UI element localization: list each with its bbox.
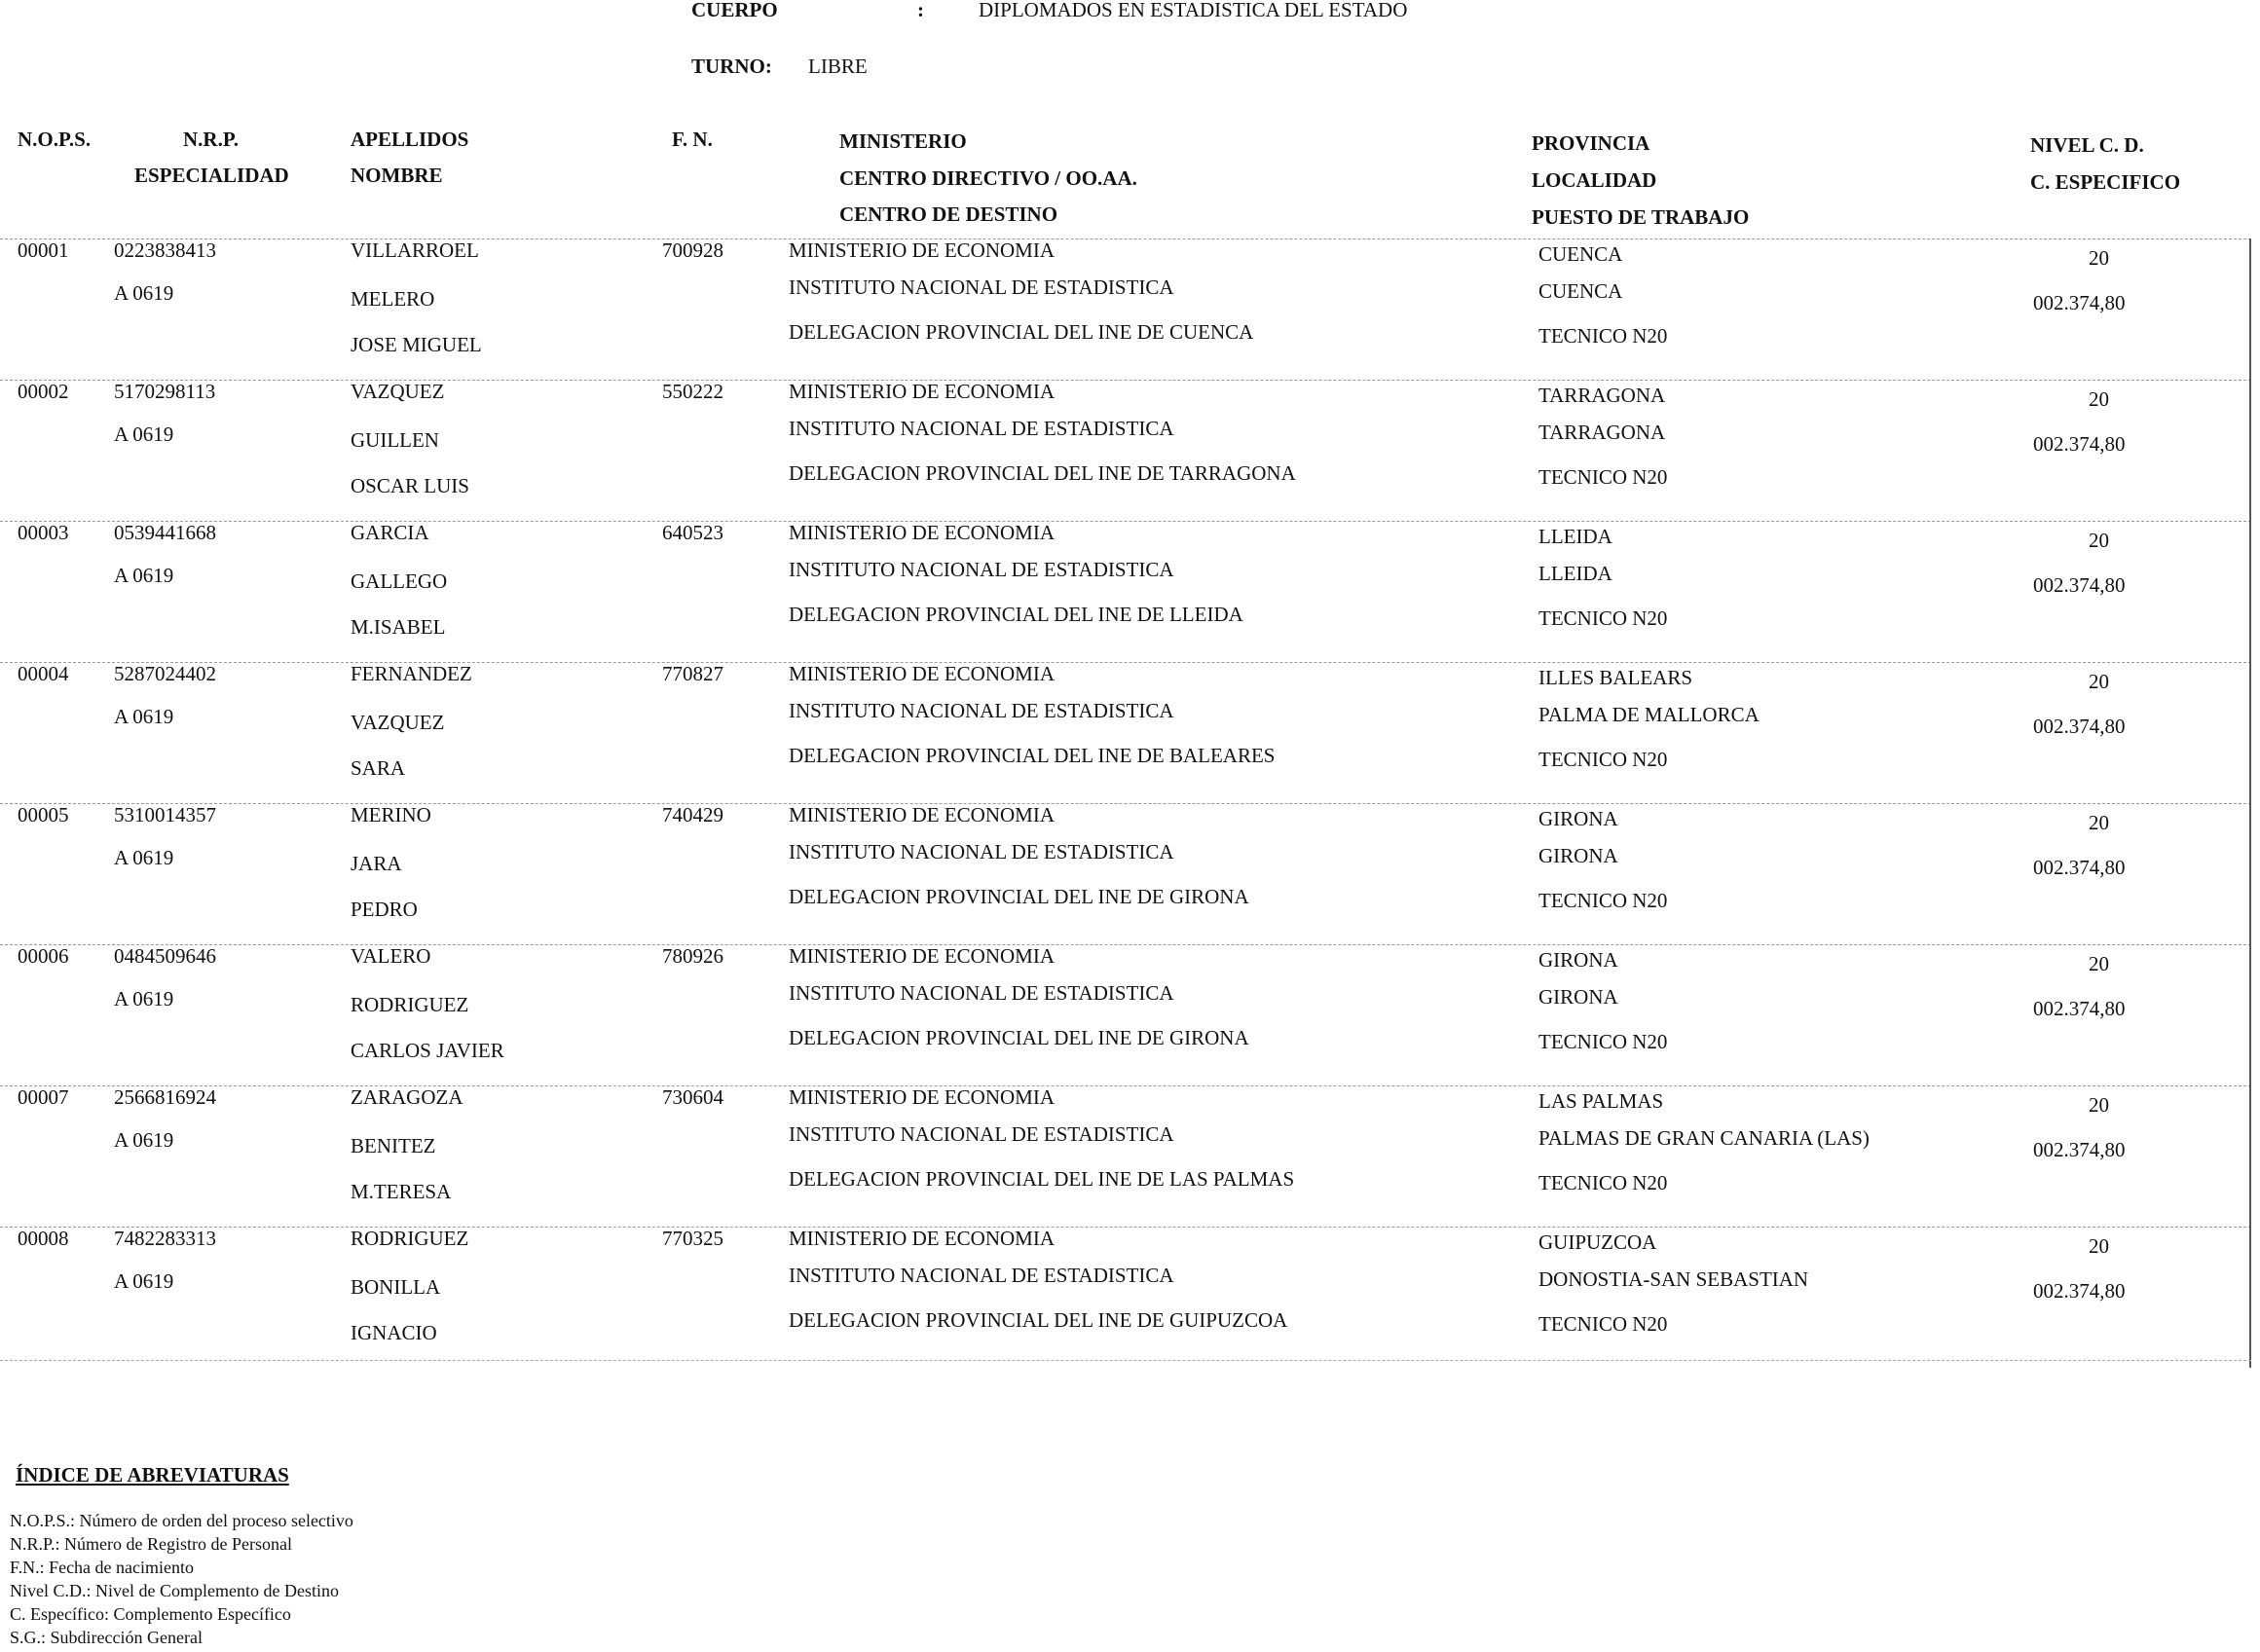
record-nivel: 20: [2089, 1234, 2109, 1258]
record-fn: 700928: [662, 239, 723, 262]
record-nivel: 20: [2089, 952, 2109, 975]
col-header-localidad: LOCALIDAD: [1532, 168, 1657, 192]
record-nivel: 20: [2089, 670, 2109, 693]
record-nrp: 7482283313: [114, 1227, 216, 1250]
cuerpo-separator: :: [917, 0, 924, 21]
record-especialidad: A 0619: [114, 281, 174, 305]
record-especifico: 002.374,80: [2033, 997, 2126, 1020]
record-nombre: CARLOS JAVIER: [351, 1039, 504, 1062]
row-separator: [0, 662, 2251, 663]
col-header-especifico: C. ESPECIFICO: [2030, 170, 2181, 194]
col-header-nivel: NIVEL C. D.: [2030, 133, 2144, 157]
record-nrp: 0484509646: [114, 944, 216, 968]
record-apellido-2: MELERO: [351, 287, 435, 311]
records-table: [0, 239, 2260, 1368]
record-nivel: 20: [2089, 811, 2109, 834]
record-centro-destino: DELEGACION PROVINCIAL DEL INE DE TARRAGONA: [789, 461, 1296, 485]
col-header-apellidos: APELLIDOS: [351, 128, 469, 151]
record-nrp: 0539441668: [114, 521, 216, 544]
record-centro-destino: DELEGACION PROVINCIAL DEL INE DE GUIPUZCOA: [789, 1308, 1288, 1332]
cuerpo-value: DIPLOMADOS EN ESTADISTICA DEL ESTADO: [979, 0, 1408, 21]
record-ministerio: MINISTERIO DE ECONOMIA: [789, 1227, 1055, 1250]
record-apellido-2: GUILLEN: [351, 428, 439, 452]
record-row: [0, 662, 2260, 803]
abbreviations-title: ÍNDICE DE ABREVIATURAS: [16, 1463, 289, 1487]
record-nrp: 5170298113: [114, 380, 216, 403]
record-localidad: TARRAGONA: [1538, 421, 1666, 444]
record-centro-destino: DELEGACION PROVINCIAL DEL INE DE LAS PALMAS: [789, 1167, 1295, 1191]
table-end-line: [0, 1360, 2251, 1361]
col-header-centro-directivo: CENTRO DIRECTIVO / OO.AA.: [839, 166, 1137, 190]
record-puesto: TECNICO N20: [1538, 324, 1668, 348]
record-centro-directivo: INSTITUTO NACIONAL DE ESTADISTICA: [789, 275, 1174, 299]
record-apellido-1: GARCIA: [351, 521, 429, 544]
col-header-nombre: NOMBRE: [351, 164, 443, 187]
record-fn: 780926: [662, 944, 723, 968]
record-nops: 00008: [18, 1227, 69, 1250]
record-nombre: SARA: [351, 756, 406, 780]
row-separator: [0, 1085, 2251, 1086]
record-nrp: 0223838413: [114, 239, 216, 262]
record-centro-directivo: INSTITUTO NACIONAL DE ESTADISTICA: [789, 558, 1174, 581]
record-nrp: 5310014357: [114, 803, 216, 826]
col-header-especialidad: ESPECIALIDAD: [134, 164, 289, 187]
abbreviation-nops: N.O.P.S.: Número de orden del proceso selectivo: [10, 1511, 353, 1530]
record-ministerio: MINISTERIO DE ECONOMIA: [789, 521, 1055, 544]
record-centro-directivo: INSTITUTO NACIONAL DE ESTADISTICA: [789, 840, 1174, 863]
record-especialidad: A 0619: [114, 1269, 174, 1293]
record-nivel: 20: [2089, 529, 2109, 552]
record-row: [0, 239, 2260, 380]
record-especifico: 002.374,80: [2033, 1138, 2126, 1161]
abbreviation-nivel-cd: Nivel C.D.: Nivel de Complemento de Destino: [10, 1581, 339, 1600]
record-row: [0, 1085, 2260, 1227]
record-centro-directivo: INSTITUTO NACIONAL DE ESTADISTICA: [789, 1122, 1174, 1146]
record-especifico: 002.374,80: [2033, 715, 2126, 738]
record-nombre: M.ISABEL: [351, 615, 446, 639]
record-centro-destino: DELEGACION PROVINCIAL DEL INE DE CUENCA: [789, 320, 1254, 344]
record-nombre: PEDRO: [351, 898, 418, 921]
record-apellido-2: JARA: [351, 852, 402, 875]
abbreviation-fn: F.N.: Fecha de nacimiento: [10, 1558, 195, 1577]
record-row: [0, 803, 2260, 944]
record-nops: 00002: [18, 380, 69, 403]
record-apellido-1: VAZQUEZ: [351, 380, 445, 403]
record-row: [0, 521, 2260, 662]
record-provincia: CUENCA: [1538, 242, 1623, 266]
record-localidad: PALMA DE MALLORCA: [1538, 703, 1760, 726]
abbreviation-sg: S.G.: Subdirección General: [10, 1628, 203, 1647]
record-nivel: 20: [2089, 1093, 2109, 1117]
record-provincia: TARRAGONA: [1538, 384, 1666, 407]
record-especifico: 002.374,80: [2033, 573, 2126, 597]
row-separator: [0, 380, 2251, 381]
record-ministerio: MINISTERIO DE ECONOMIA: [789, 803, 1055, 826]
record-especialidad: A 0619: [114, 1128, 174, 1152]
record-fn: 770827: [662, 662, 723, 685]
record-ministerio: MINISTERIO DE ECONOMIA: [789, 380, 1055, 403]
row-separator: [0, 1227, 2251, 1228]
row-separator: [0, 521, 2251, 522]
record-especifico: 002.374,80: [2033, 856, 2126, 879]
record-nops: 00006: [18, 944, 69, 968]
record-apellido-1: ZARAGOZA: [351, 1085, 463, 1109]
record-nivel: 20: [2089, 246, 2109, 270]
turno-label: TURNO:: [691, 55, 772, 78]
record-ministerio: MINISTERIO DE ECONOMIA: [789, 662, 1055, 685]
abbreviation-nrp: N.R.P.: Número de Registro de Personal: [10, 1534, 292, 1554]
record-ministerio: MINISTERIO DE ECONOMIA: [789, 944, 1055, 968]
record-provincia: GIRONA: [1538, 807, 1618, 830]
row-separator: [0, 944, 2251, 945]
record-especifico: 002.374,80: [2033, 432, 2126, 456]
record-especifico: 002.374,80: [2033, 1279, 2126, 1303]
record-localidad: GIRONA: [1538, 985, 1618, 1009]
record-nrp: 5287024402: [114, 662, 216, 685]
record-apellido-1: FERNANDEZ: [351, 662, 472, 685]
record-nops: 00007: [18, 1085, 69, 1109]
record-nombre: M.TERESA: [351, 1180, 452, 1203]
record-apellido-2: BENITEZ: [351, 1134, 436, 1157]
record-especialidad: A 0619: [114, 987, 174, 1010]
record-puesto: TECNICO N20: [1538, 1171, 1668, 1194]
record-puesto: TECNICO N20: [1538, 606, 1668, 630]
record-centro-directivo: INSTITUTO NACIONAL DE ESTADISTICA: [789, 1264, 1174, 1287]
record-apellido-2: GALLEGO: [351, 569, 448, 593]
record-nops: 00003: [18, 521, 69, 544]
record-localidad: GIRONA: [1538, 844, 1618, 867]
table-right-border: [2249, 239, 2251, 1368]
record-especialidad: A 0619: [114, 422, 174, 446]
record-provincia: ILLES BALEARS: [1538, 666, 1693, 689]
record-centro-destino: DELEGACION PROVINCIAL DEL INE DE GIRONA: [789, 1026, 1249, 1049]
record-apellido-1: VILLARROEL: [351, 239, 479, 262]
col-header-fn: F. N.: [672, 128, 713, 151]
record-fn: 640523: [662, 521, 723, 544]
record-apellido-2: RODRIGUEZ: [351, 993, 469, 1016]
record-puesto: TECNICO N20: [1538, 1312, 1668, 1336]
record-centro-destino: DELEGACION PROVINCIAL DEL INE DE BALEARES: [789, 744, 1276, 767]
record-provincia: GUIPUZCOA: [1538, 1230, 1657, 1254]
record-fn: 770325: [662, 1227, 723, 1250]
record-centro-destino: DELEGACION PROVINCIAL DEL INE DE LLEIDA: [789, 603, 1243, 626]
col-header-ministerio: MINISTERIO: [839, 129, 967, 153]
record-nops: 00005: [18, 803, 69, 826]
record-row: [0, 1227, 2260, 1368]
record-localidad: CUENCA: [1538, 279, 1623, 303]
col-header-puesto: PUESTO DE TRABAJO: [1532, 205, 1750, 229]
record-provincia: LLEIDA: [1538, 525, 1612, 548]
record-nivel: 20: [2089, 387, 2109, 411]
col-header-provincia: PROVINCIA: [1532, 131, 1650, 155]
record-nops: 00004: [18, 662, 69, 685]
record-apellido-1: MERINO: [351, 803, 431, 826]
record-especialidad: A 0619: [114, 846, 174, 869]
col-header-nops: N.O.P.S.: [18, 128, 92, 151]
record-centro-directivo: INSTITUTO NACIONAL DE ESTADISTICA: [789, 417, 1174, 440]
record-puesto: TECNICO N20: [1538, 1030, 1668, 1053]
record-localidad: LLEIDA: [1538, 562, 1612, 585]
record-especialidad: A 0619: [114, 564, 174, 587]
record-provincia: LAS PALMAS: [1538, 1089, 1664, 1113]
record-fn: 550222: [662, 380, 723, 403]
record-nops: 00001: [18, 239, 69, 262]
record-nrp: 2566816924: [114, 1085, 216, 1109]
record-especifico: 002.374,80: [2033, 291, 2126, 314]
record-especialidad: A 0619: [114, 705, 174, 728]
record-localidad: PALMAS DE GRAN CANARIA (LAS): [1538, 1126, 1870, 1150]
record-ministerio: MINISTERIO DE ECONOMIA: [789, 1085, 1055, 1109]
record-centro-directivo: INSTITUTO NACIONAL DE ESTADISTICA: [789, 981, 1174, 1005]
record-nombre: IGNACIO: [351, 1321, 437, 1344]
record-centro-destino: DELEGACION PROVINCIAL DEL INE DE GIRONA: [789, 885, 1249, 908]
record-fn: 730604: [662, 1085, 723, 1109]
record-nombre: JOSE MIGUEL: [351, 333, 482, 356]
record-puesto: TECNICO N20: [1538, 889, 1668, 912]
turno-value: LIBRE: [808, 55, 868, 78]
row-separator: [0, 803, 2251, 804]
record-localidad: DONOSTIA-SAN SEBASTIAN: [1538, 1267, 1809, 1291]
cuerpo-label: CUERPO: [691, 0, 778, 21]
record-row: [0, 944, 2260, 1085]
record-puesto: TECNICO N20: [1538, 748, 1668, 771]
record-puesto: TECNICO N20: [1538, 465, 1668, 489]
record-ministerio: MINISTERIO DE ECONOMIA: [789, 239, 1055, 262]
record-provincia: GIRONA: [1538, 948, 1618, 972]
col-header-centro-destino: CENTRO DE DESTINO: [839, 202, 1058, 226]
record-apellido-1: VALERO: [351, 944, 431, 968]
record-fn: 740429: [662, 803, 723, 826]
record-apellido-1: RODRIGUEZ: [351, 1227, 469, 1250]
abbreviation-c-especifico: C. Específico: Complemento Específico: [10, 1604, 291, 1624]
record-apellido-2: BONILLA: [351, 1275, 441, 1299]
record-apellido-2: VAZQUEZ: [351, 711, 445, 734]
record-centro-directivo: INSTITUTO NACIONAL DE ESTADISTICA: [789, 699, 1174, 722]
col-header-nrp: N.R.P.: [183, 128, 239, 151]
record-nombre: OSCAR LUIS: [351, 474, 469, 497]
record-row: [0, 380, 2260, 521]
